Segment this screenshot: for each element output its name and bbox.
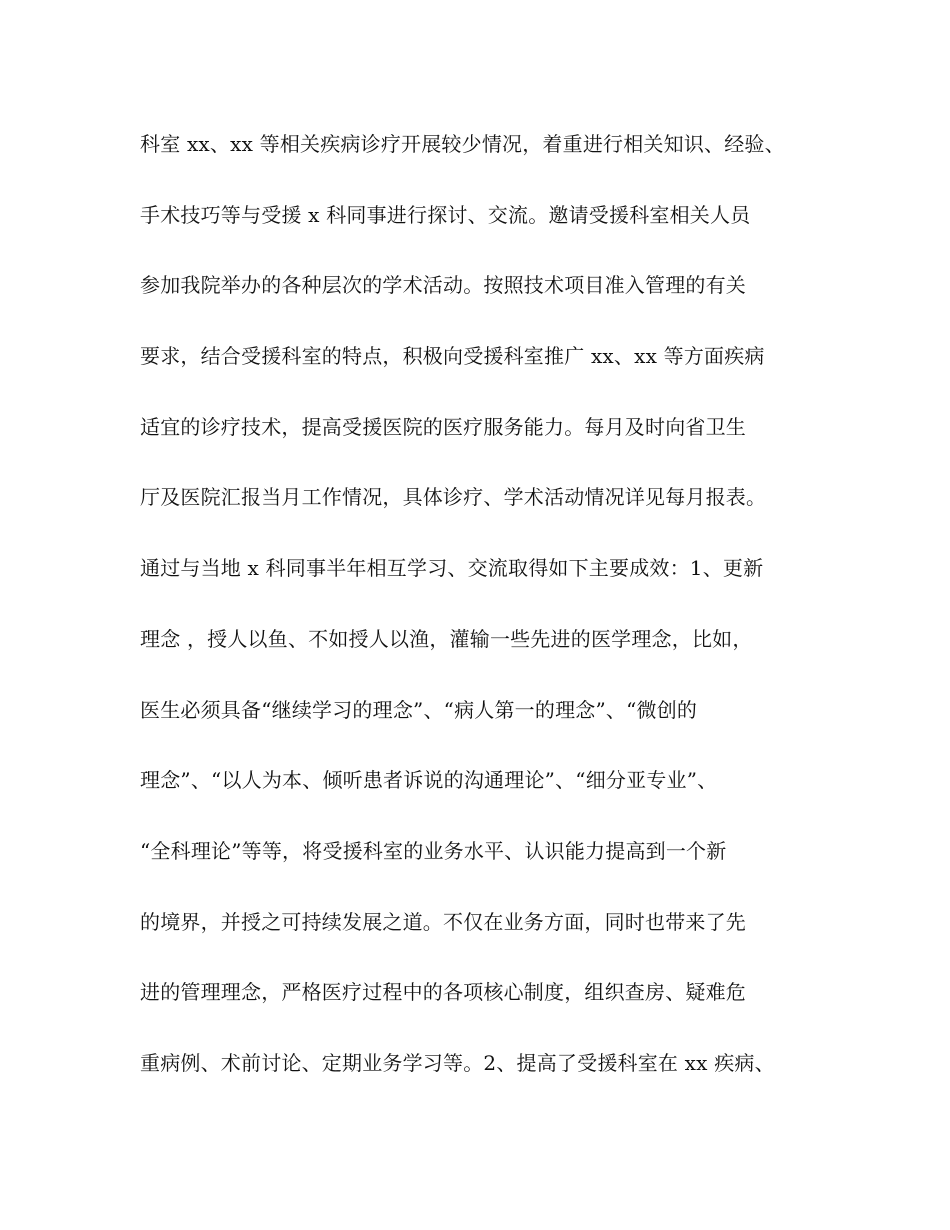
text-line-6: 厅及医院汇报当月工作情况，具体诊疗、学术活动情况详见每月报表。 — [140, 485, 767, 510]
text-line-1: 科室 xx、xx 等相关疾病诊疗开展较少情况，着重进行相关知识、经验、 — [140, 132, 785, 156]
body-text — [140, 128, 840, 1118]
text-line-2: 手术技巧等与受援 x 科同事进行探讨、交流。邀请受援科室相关人员 — [140, 202, 751, 227]
text-line-7: 通过与当地 x 科同事半年相互学习、交流取得如下主要成效：1、更新 — [140, 556, 764, 581]
text-line-9: 医生必须具备“继续学习的理念”、“病人第一的理念”、“微创的 — [140, 697, 698, 722]
text-line-8: 理念 ，授人以鱼、不如授人以渔，灌输一些先进的医学理念，比如， — [140, 626, 753, 651]
text-line-4: 要求，结合受援科室的特点，积极向受援科室推广 xx、xx 等方面疾病 — [140, 344, 765, 369]
text-line-12: 的境界，并授之可持续发展之道。不仅在业务方面，同时也带来了先 — [140, 909, 746, 934]
text-line-14: 重病例、术前讨论、定期业务学习等。2、提高了受援科室在 xx 疾病、 — [140, 1050, 775, 1075]
text-line-3: 参加我院举办的各种层次的学术活动。按照技术项目准入管理的有关 — [140, 273, 746, 298]
text-line-5: 适宜的诊疗技术，提高受援医院的医疗服务能力。每月及时向省卫生 — [140, 414, 746, 439]
text-line-13: 进的管理理念，严格医疗过程中的各项核心制度，组织查房、疑难危 — [140, 980, 746, 1005]
text-line-11: “全科理论”等等，将受援科室的业务水平、认识能力提高到一个新 — [140, 838, 727, 863]
text-line-10: 理念”、“以人为本、倾听患者诉说的沟通理论”、“细分亚专业”、 — [140, 768, 718, 793]
